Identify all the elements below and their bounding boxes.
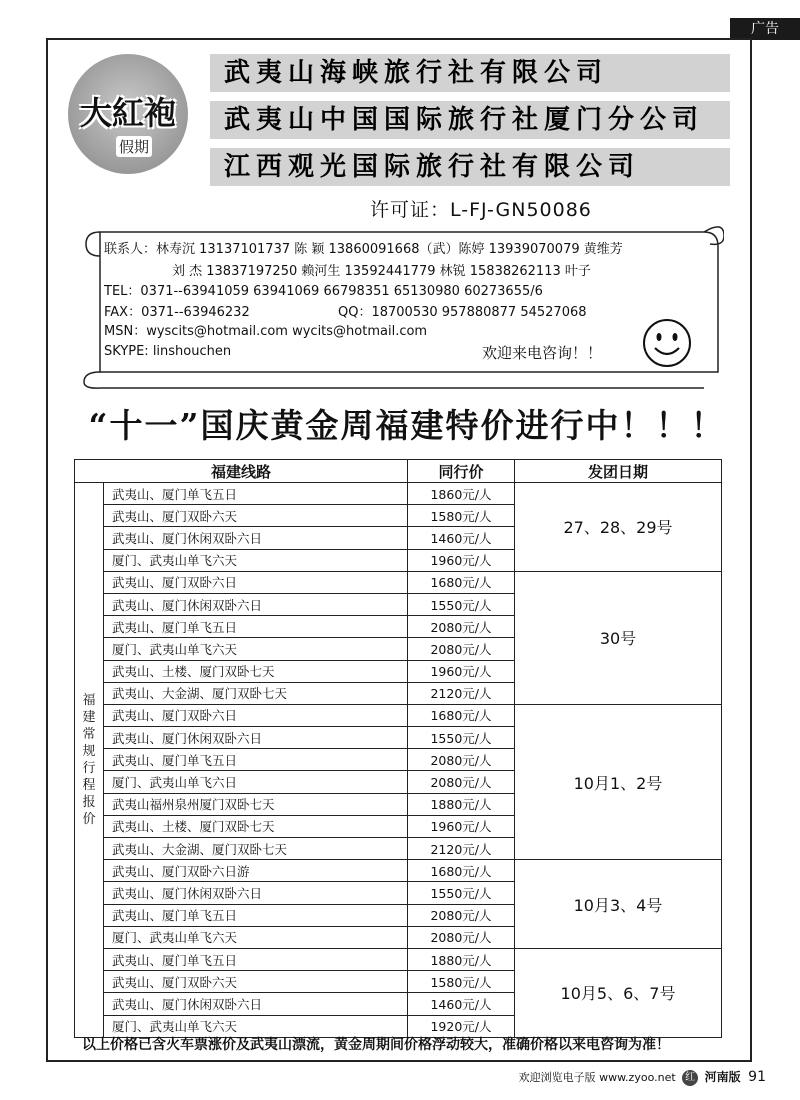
- price-footnote: 以上价格已含火车票涨价及武夷山漂流，黄金周期间价格浮动较大，准确价格以来电咨询为准！: [82, 1037, 670, 1053]
- route-name: 武夷山、厦门单飞五日: [104, 948, 408, 970]
- contact-skype: SKYPE: linshouchen: [104, 344, 232, 359]
- route-price: 2080元/人: [408, 904, 515, 926]
- table-row: [75, 571, 722, 593]
- departure-date: 27、28、29号: [515, 483, 722, 572]
- route-name: 武夷山、厦门双卧六日: [104, 571, 408, 593]
- route-price: 1680元/人: [408, 704, 515, 726]
- table-row: [75, 860, 722, 882]
- welcome-text: 欢迎来电咨询！！: [482, 344, 603, 362]
- table-header-row: [75, 460, 722, 483]
- route-name: 武夷山、厦门单飞五日: [104, 904, 408, 926]
- side-label-char: 报: [82, 794, 96, 810]
- logo-subtitle: 假期: [116, 136, 152, 157]
- route-price: 2080元/人: [408, 926, 515, 948]
- page-footer: [519, 1068, 766, 1086]
- route-price: 1460元/人: [408, 993, 515, 1015]
- col-header-route: 福建线路: [75, 460, 408, 483]
- route-price: 1960元/人: [408, 815, 515, 837]
- logo-title: 大紅袍: [79, 94, 176, 132]
- side-label-char: 建: [82, 709, 96, 725]
- route-price: 2080元/人: [408, 749, 515, 771]
- route-price: 1580元/人: [408, 971, 515, 993]
- route-price: 1960元/人: [408, 660, 515, 682]
- route-name: 武夷山福州泉州厦门双卧七天: [104, 793, 408, 815]
- route-price: 2080元/人: [408, 616, 515, 638]
- route-price: 1880元/人: [408, 793, 515, 815]
- table-row: [75, 948, 722, 970]
- smiley-icon: [642, 318, 692, 368]
- departure-date: 10月1、2号: [515, 704, 722, 859]
- route-price: 1550元/人: [408, 593, 515, 615]
- side-label-char: 常: [82, 726, 96, 742]
- col-header-price: 同行价: [408, 460, 515, 483]
- departure-date: 10月5、6、7号: [515, 948, 722, 1037]
- side-label-char: 行: [82, 760, 96, 776]
- contact-tel: TEL：0371--63941059 63941069 66798351 65130980 60273655/6: [104, 284, 543, 299]
- table-body: [75, 483, 722, 1038]
- route-name: 武夷山、厦门单飞五日: [104, 749, 408, 771]
- route-name: 厦门、武夷山单飞六天: [104, 1015, 408, 1037]
- route-name: 武夷山、大金湖、厦门双卧七天: [104, 838, 408, 860]
- table-row: [75, 704, 722, 726]
- ad-tag: 广告: [730, 18, 800, 40]
- table-row: [75, 483, 722, 505]
- side-label-char: 程: [82, 777, 96, 793]
- route-price-table: [74, 459, 722, 1038]
- route-price: 1550元/人: [408, 882, 515, 904]
- brand-logo: [68, 54, 188, 174]
- route-name: 武夷山、厦门双卧六日: [104, 704, 408, 726]
- promo-headline: “十一”国庆黄金周福建特价进行中！！！: [88, 406, 726, 445]
- route-name: 武夷山、厦门休闲双卧六日: [104, 593, 408, 615]
- route-price: 2120元/人: [408, 682, 515, 704]
- route-price: 1920元/人: [408, 1015, 515, 1037]
- contact-msn: MSN：wyscits@hotmail.com wycits@hotmail.com: [104, 324, 428, 339]
- route-name: 武夷山、厦门单飞五日: [104, 483, 408, 505]
- route-name: 厦门、武夷山单飞六天: [104, 638, 408, 660]
- side-label-char: 规: [82, 743, 96, 759]
- route-name: 厦门、武夷山单飞六天: [104, 926, 408, 948]
- departure-date: 30号: [515, 571, 722, 704]
- page-number: 91: [748, 1069, 766, 1085]
- route-name: 武夷山、土楼、厦门双卧七天: [104, 815, 408, 837]
- route-name: 武夷山、厦门双卧六日游: [104, 860, 408, 882]
- route-price: 1680元/人: [408, 571, 515, 593]
- route-price: 2080元/人: [408, 771, 515, 793]
- contact-qq: QQ：18700530 957880877 54527068: [338, 305, 587, 320]
- route-price: 1860元/人: [408, 483, 515, 505]
- side-label-char: 福: [82, 692, 96, 708]
- route-name: 厦门、武夷山单飞六天: [104, 549, 408, 571]
- route-price: 2080元/人: [408, 638, 515, 660]
- side-label-char: 价: [82, 811, 96, 827]
- route-name: 武夷山、厦门双卧六天: [104, 505, 408, 527]
- contact-line-1: 联系人：林寿沉 13137101737 陈 颖 13860091668（武）陈婷 13939070079 黄维芳: [104, 242, 623, 257]
- route-price: 1680元/人: [408, 860, 515, 882]
- col-header-date: 发团日期: [515, 460, 722, 483]
- company-name-3: 江西观光国际旅行社有限公司: [210, 148, 730, 186]
- route-name: 武夷山、土楼、厦门双卧七天: [104, 660, 408, 682]
- departure-date: 10月3、4号: [515, 860, 722, 949]
- route-name: 厦门、武夷山单飞六日: [104, 771, 408, 793]
- route-name: 武夷山、大金湖、厦门双卧七天: [104, 682, 408, 704]
- route-price: 1550元/人: [408, 727, 515, 749]
- route-price: 1880元/人: [408, 948, 515, 970]
- route-price: 1960元/人: [408, 549, 515, 571]
- contact-fax: FAX：0371--63946232: [104, 305, 250, 320]
- route-price: 1460元/人: [408, 527, 515, 549]
- footer-browse-text: 欢迎浏览电子版 www.zyoo.net: [518, 1071, 676, 1084]
- footer-edition: 河南版: [704, 1070, 741, 1084]
- side-category-label: [75, 483, 104, 1038]
- company-name-2: 武夷山中国国际旅行社厦门分公司: [210, 101, 730, 139]
- route-name: 武夷山、厦门休闲双卧六日: [104, 882, 408, 904]
- route-name: 武夷山、厦门休闲双卧六日: [104, 527, 408, 549]
- route-name: 武夷山、厦门单飞五日: [104, 616, 408, 638]
- route-price: 1580元/人: [408, 505, 515, 527]
- route-price: 2120元/人: [408, 838, 515, 860]
- license-number: 许可证：L-FJ-GN50086: [370, 199, 592, 221]
- route-name: 武夷山、厦门双卧六天: [104, 971, 408, 993]
- route-name: 武夷山、厦门休闲双卧六日: [104, 993, 408, 1015]
- footer-badge: 红: [682, 1070, 698, 1086]
- company-name-1: 武夷山海峡旅行社有限公司: [210, 54, 730, 92]
- contact-line-2: 刘 杰 13837197250 赖河生 13592441779 林锐 15838262113 叶子: [172, 264, 591, 279]
- route-name: 武夷山、厦门休闲双卧六日: [104, 727, 408, 749]
